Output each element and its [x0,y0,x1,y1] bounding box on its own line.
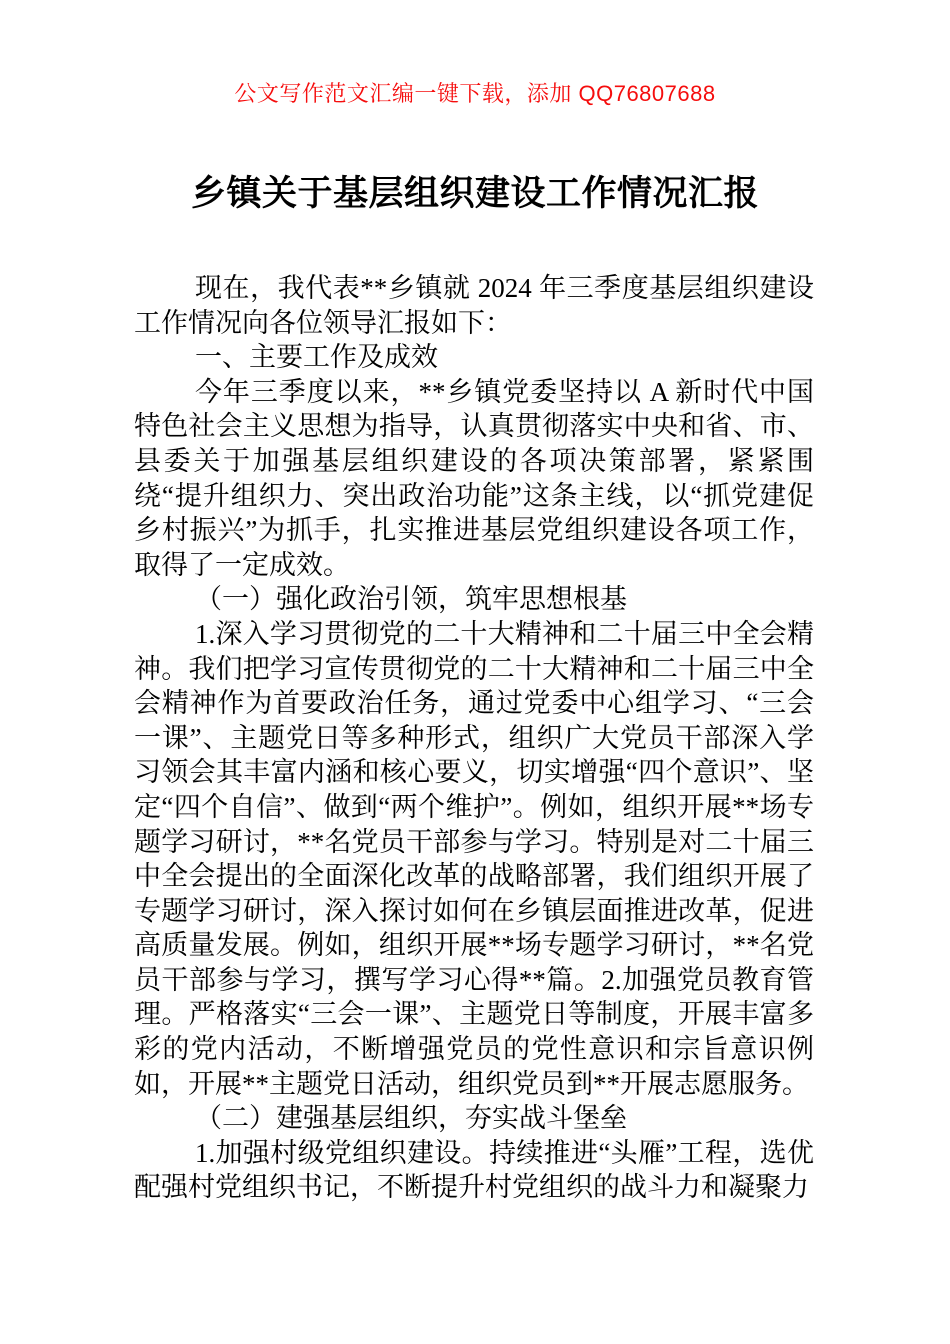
paragraph-political-guidance: 1.深入学习贯彻党的二十大精神和二十届三中全会精神。我们把学习宣传贯彻党的二十大精神和二十届三中全会精神作为首要政治任务，通过党委中心组学习、“三会一课”、主题党日等多种形式，组织广大党员干部深入学习领会其丰富内涵和核心要义，切实增强“四个意识”、坚定“四个自信”、做到“两个维护”。例如，组织开展**场专题学习研讨，**名党员干部参与学习。特别是对二十届三中全会提出的全面深化改革的战略部署，我们组织开展了专题学习研讨，深入探讨如何在乡镇层面推进改革，促进高质量发展。例如，组织开展**场专题学习研讨，**名党员干部参与学习，撰写学习心得**篇。2.加强党员教育管理。严格落实“三会一课”、主题党日等制度，开展丰富多彩的党内活动，不断增强党员的党性意识和宗旨意识例如，开展**主题党日活动，组织党员到**开展志愿服务。 [134,618,814,1099]
paragraph-intro: 现在，我代表**乡镇就 2024 年三季度基层组织建设工作情况向各位领导汇报如下： [134,273,814,338]
paragraph-village-organization: 1.加强村级党组织建设。持续推进“头雁”工程，选优配强村党组织书记，不断提升村党组织的战斗力和凝聚力 [134,1137,814,1203]
page-title: 乡镇关于基层组织建设工作情况汇报 [190,174,759,213]
paragraph-overview: 今年三季度以来，**乡镇党委坚持以 A 新时代中国特色社会主义思想为指导，认真贯彻落实中央和省、市、县委关于加强基层组织建设的各项决策部署，紧紧围绕“提升组织力、突出政治功能”这条主线，以“抓党建促乡村振兴”为抓手，扎实推进基层党组织建设各项工作，取得了一定成效。 [134,376,814,580]
document-body [134,271,814,1205]
header-ad-text: 公文写作范文汇编一键下载，添加 QQ76807688 [234,81,716,106]
subsection-heading-2: （二）建强基层组织，夯实战斗堡垒 [195,1103,627,1134]
section-heading-1: 一、主要工作及成效 [195,342,438,373]
subsection-heading-1: （一）强化政治引领，筑牢思想根基 [195,584,627,615]
